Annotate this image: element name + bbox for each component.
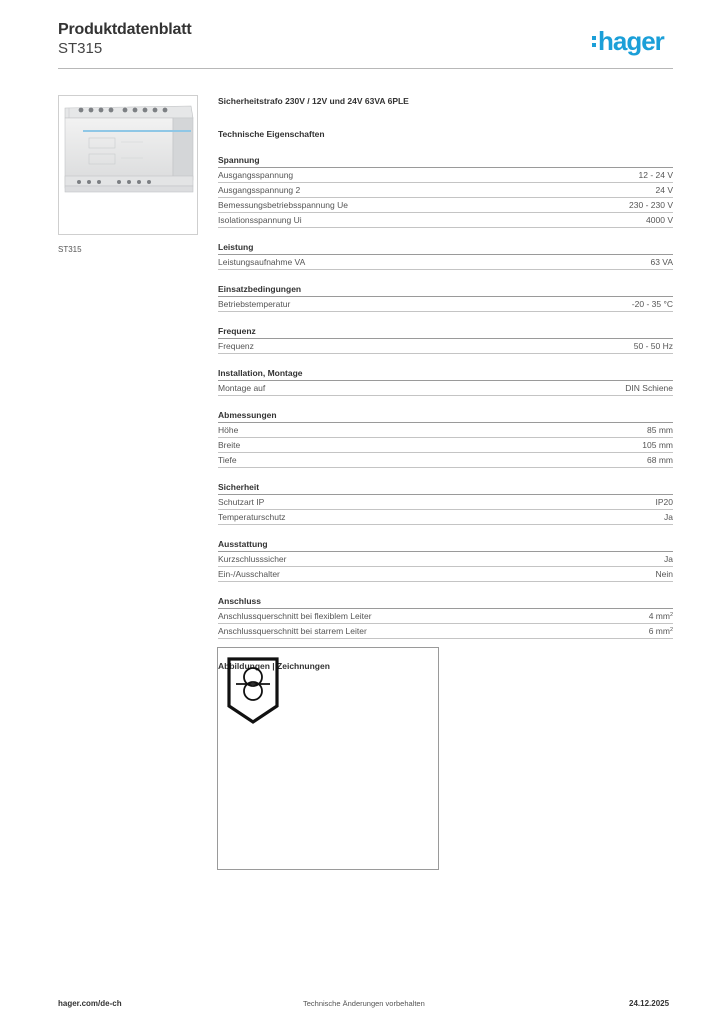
spec-label: Montage auf bbox=[218, 383, 266, 393]
spec-row bbox=[218, 339, 673, 354]
spec-value bbox=[656, 495, 674, 509]
spec-value-text: 63 VA bbox=[650, 257, 673, 267]
spec-label: Betriebstemperatur bbox=[218, 299, 291, 309]
spec-value-text: 50 - 50 Hz bbox=[633, 341, 673, 351]
spec-sheet bbox=[218, 93, 673, 671]
spec-value bbox=[664, 552, 673, 566]
spec-value bbox=[664, 510, 673, 524]
spec-value-text: 12 - 24 V bbox=[638, 170, 673, 180]
spec-label: Frequenz bbox=[218, 341, 254, 351]
spec-value bbox=[649, 609, 673, 623]
spec-value bbox=[642, 438, 673, 452]
spec-row bbox=[218, 609, 673, 624]
spec-label: Isolationsspannung Ui bbox=[218, 215, 302, 225]
spec-value bbox=[632, 297, 673, 311]
spec-value bbox=[646, 213, 673, 227]
drawing-box bbox=[217, 647, 439, 870]
spec-label: Breite bbox=[218, 440, 241, 450]
spec-row bbox=[218, 297, 673, 312]
spec-value-text: 105 mm bbox=[642, 440, 673, 450]
spec-group-title: Frequenz bbox=[218, 326, 673, 339]
spec-value bbox=[647, 453, 673, 467]
spec-value-text: 6 mm bbox=[648, 626, 670, 636]
spec-value bbox=[625, 381, 673, 395]
spec-label: Höhe bbox=[218, 425, 239, 435]
spec-row bbox=[218, 423, 673, 438]
hager-logo bbox=[592, 27, 664, 55]
header-divider bbox=[58, 68, 673, 69]
spec-row bbox=[218, 495, 673, 510]
spec-label: Leistungsaufnahme VA bbox=[218, 257, 306, 267]
footer-website[interactable]: hager.com/de-ch bbox=[58, 999, 122, 1008]
spec-value bbox=[629, 198, 673, 212]
section-title: Technische Eigenschaften bbox=[218, 129, 325, 139]
spec-value-text: Ja bbox=[664, 554, 673, 564]
product-image bbox=[58, 95, 198, 235]
spec-value-text: -20 - 35 °C bbox=[631, 299, 673, 309]
spec-group-title: Einsatzbedingungen bbox=[218, 284, 673, 297]
spec-value-text: 230 - 230 V bbox=[629, 200, 673, 210]
spec-value-text: IP20 bbox=[655, 497, 673, 507]
spec-group-title: Leistung bbox=[218, 242, 673, 255]
spec-label: Anschlussquerschnitt bei starrem Leiter bbox=[218, 626, 367, 636]
spec-row bbox=[218, 552, 673, 567]
safety-transformer-symbol-icon bbox=[226, 656, 280, 726]
spec-value bbox=[634, 339, 673, 353]
spec-value-text: 4000 V bbox=[646, 215, 673, 225]
spec-value-text: Nein bbox=[655, 569, 673, 579]
spec-value bbox=[656, 567, 673, 581]
spec-row bbox=[218, 381, 673, 396]
spec-label: Ein-/Ausschalter bbox=[218, 569, 280, 579]
spec-row bbox=[218, 198, 673, 213]
spec-label: Ausgangsspannung bbox=[218, 170, 294, 180]
spec-value-text: 4 mm bbox=[648, 611, 670, 621]
spec-row bbox=[218, 510, 673, 525]
spec-group-title: Anschluss bbox=[218, 596, 673, 609]
spec-value bbox=[656, 183, 674, 197]
spec-label: Temperaturschutz bbox=[218, 512, 286, 522]
document-title: Produktdatenblatt bbox=[58, 21, 192, 38]
spec-group-title: Sicherheit bbox=[218, 482, 673, 495]
spec-row bbox=[218, 438, 673, 453]
footer-date: 24.12.2025 bbox=[629, 999, 670, 1008]
spec-value-text: Ja bbox=[664, 512, 673, 522]
image-caption: ST315 bbox=[58, 245, 82, 254]
spec-label: Ausgangsspannung 2 bbox=[218, 185, 301, 195]
spec-row bbox=[218, 567, 673, 582]
product-code: ST315 bbox=[58, 40, 103, 57]
spec-row bbox=[218, 183, 673, 198]
spec-group-title: Ausstattung bbox=[218, 539, 673, 552]
spec-label: Schutzart IP bbox=[218, 497, 265, 507]
spec-label: Bemessungsbetriebsspannung Ue bbox=[218, 200, 348, 210]
spec-label: Anschlussquerschnitt bei flexiblem Leiter bbox=[218, 611, 372, 621]
product-name: Sicherheitstrafo 230V / 12V und 24V 63VA 6PLE bbox=[218, 96, 409, 106]
spec-value bbox=[650, 255, 673, 269]
spec-row bbox=[218, 624, 673, 639]
spec-value bbox=[649, 624, 673, 638]
unit-exponent: 2 bbox=[669, 627, 673, 633]
spec-row bbox=[218, 168, 673, 183]
spec-label: Kurzschlusssicher bbox=[218, 554, 287, 564]
transformer-device-icon bbox=[59, 96, 197, 234]
spec-group-title: Spannung bbox=[218, 155, 673, 168]
spec-value-text: 85 mm bbox=[647, 425, 673, 435]
spec-row bbox=[218, 453, 673, 468]
spec-value-text: 68 mm bbox=[647, 455, 673, 465]
footer-disclaimer: Technische Änderungen vorbehalten bbox=[303, 999, 425, 1008]
spec-label: Tiefe bbox=[218, 455, 237, 465]
logo-text: hager bbox=[598, 26, 664, 56]
spec-row bbox=[218, 255, 673, 270]
spec-value-text: DIN Schiene bbox=[625, 383, 673, 393]
logo-dots-icon bbox=[592, 36, 597, 50]
unit-exponent: 2 bbox=[669, 612, 673, 618]
spec-row bbox=[218, 213, 673, 228]
spec-group-title: Installation, Montage bbox=[218, 368, 673, 381]
spec-groups bbox=[218, 155, 673, 639]
spec-value bbox=[647, 423, 673, 437]
spec-value bbox=[639, 168, 674, 182]
spec-value-text: 24 V bbox=[655, 185, 673, 195]
spec-group-title: Abmessungen bbox=[218, 410, 673, 423]
drawings-title: Abbildungen | Zeichnungen bbox=[218, 661, 330, 671]
